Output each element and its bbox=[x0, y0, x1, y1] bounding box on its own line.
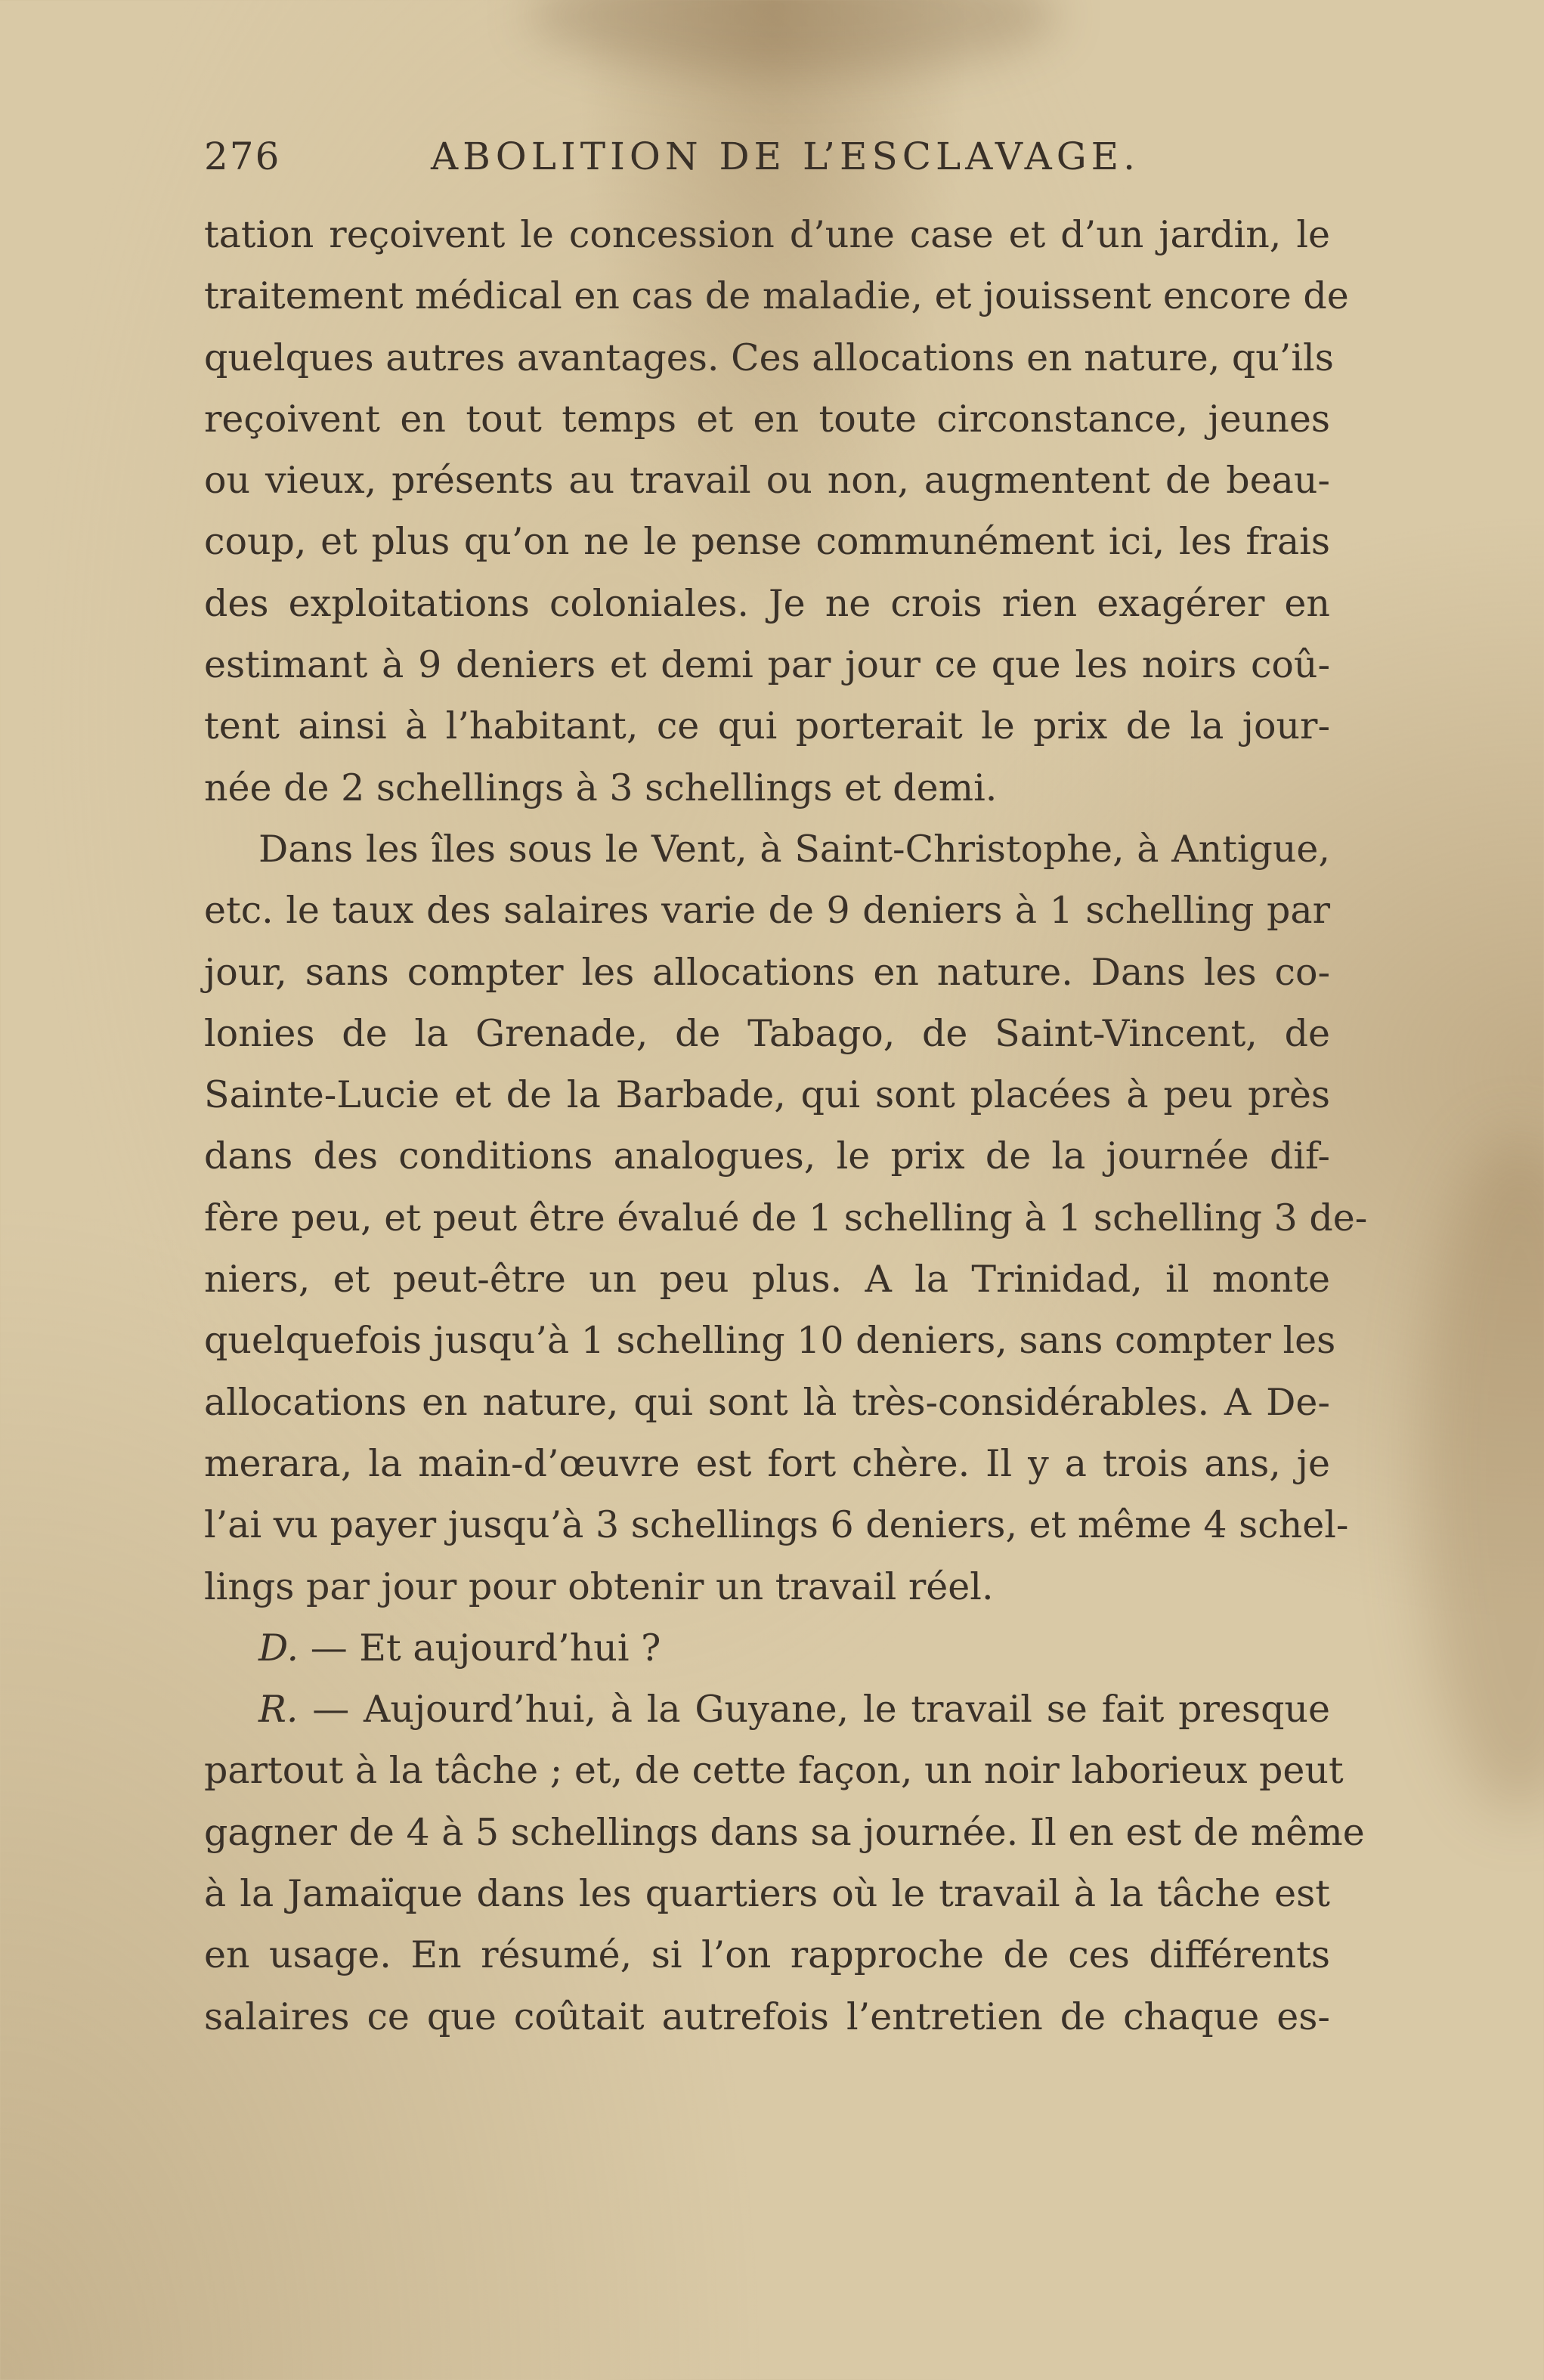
text-line: Sainte-Lucie et de la Barbade, qui sont placées à peu près bbox=[204, 1073, 1330, 1117]
right-edge-stain bbox=[1421, 1134, 1544, 1814]
text-line: Dans les îles sous le Vent, à Saint-Christophe, à Antigue, bbox=[258, 827, 1330, 871]
running-head-title: ABOLITION DE L’ESCLAVAGE. bbox=[431, 135, 1140, 178]
text-line: des exploitations coloniales. Je ne crois rien exagérer en bbox=[204, 581, 1330, 625]
text-line: reçoivent en tout temps et en toute circonstance, jeunes bbox=[204, 397, 1330, 441]
text-line: merara, la main-d’œuvre est fort chère. Il y a trois ans, je bbox=[204, 1441, 1330, 1485]
question-text: — Et aujourd’hui ? bbox=[310, 1626, 661, 1670]
question-line bbox=[204, 1617, 1330, 1679]
text-line: etc. le taux des salaires varie de 9 deniers à 1 schelling par bbox=[204, 889, 1330, 933]
answer-line bbox=[204, 1679, 1330, 1740]
text-line: traitement médical en cas de maladie, et jouissent encore de bbox=[204, 274, 1349, 318]
text-line: allocations en nature, qui sont là très-considérables. A De- bbox=[204, 1380, 1330, 1424]
speaker-label-question: D. bbox=[258, 1626, 299, 1670]
page-number: 276 bbox=[204, 135, 281, 178]
text-line: salaires ce que coûtait autrefois l’entretien de chaque es- bbox=[204, 1995, 1330, 2038]
text-line: niers, et peut-être un peu plus. A la Trinidad, il monte bbox=[204, 1258, 1330, 1301]
text-line: quelques autres avantages. Ces allocations en nature, qu’ils bbox=[204, 336, 1334, 379]
speaker-label-answer: R. bbox=[258, 1688, 299, 1732]
text-line: lings par jour pour obtenir un travail réel. bbox=[204, 1564, 994, 1608]
text-line: en usage. En résumé, si l’on rapproche de ces différents bbox=[204, 1933, 1330, 1977]
text-line: dans des conditions analogues, le prix de la journée dif- bbox=[204, 1134, 1330, 1178]
text-line: jour, sans compter les allocations en nature. Dans les co- bbox=[204, 950, 1330, 994]
body-text bbox=[204, 204, 1368, 2047]
text-line: estimant à 9 deniers et demi par jour ce que les noirs coû- bbox=[204, 643, 1330, 687]
top-stain bbox=[529, 0, 1058, 76]
text-line: tent ainsi à l’habitant, ce qui porterait le prix de la jour- bbox=[204, 704, 1330, 748]
text-line: tation reçoivent le concession d’une case et d’un jardin, le bbox=[204, 213, 1330, 256]
text-line: quelquefois jusqu’à 1 schelling 10 deniers, sans compter les bbox=[204, 1319, 1336, 1363]
text-line: lonies de la Grenade, de Tabago, de Saint-Vincent, de bbox=[204, 1011, 1330, 1055]
text-line: partout à la tâche ; et, de cette façon, un noir laborieux peut bbox=[204, 1749, 1344, 1793]
text-line: ou vieux, présents au travail ou non, augmentent de beau- bbox=[204, 459, 1330, 503]
text-line: gagner de 4 à 5 schellings dans sa journée. Il en est de même bbox=[204, 1810, 1365, 1854]
text-line: née de 2 schellings à 3 schellings et demi. bbox=[204, 766, 998, 809]
text-line: coup, et plus qu’on ne le pense communément ici, les frais bbox=[204, 520, 1330, 564]
answer-text: — Aujourd’hui, à la Guyane, le travail se fait presque bbox=[312, 1688, 1330, 1732]
running-head bbox=[204, 135, 1338, 187]
text-line: l’ai vu payer jusqu’à 3 schellings 6 deniers, et même 4 schel- bbox=[204, 1503, 1349, 1547]
text-line: fère peu, et peut être évalué de 1 schelling à 1 schelling 3 de- bbox=[204, 1196, 1368, 1240]
text-line: à la Jamaïque dans les quartiers où le travail à la tâche est bbox=[204, 1872, 1330, 1916]
